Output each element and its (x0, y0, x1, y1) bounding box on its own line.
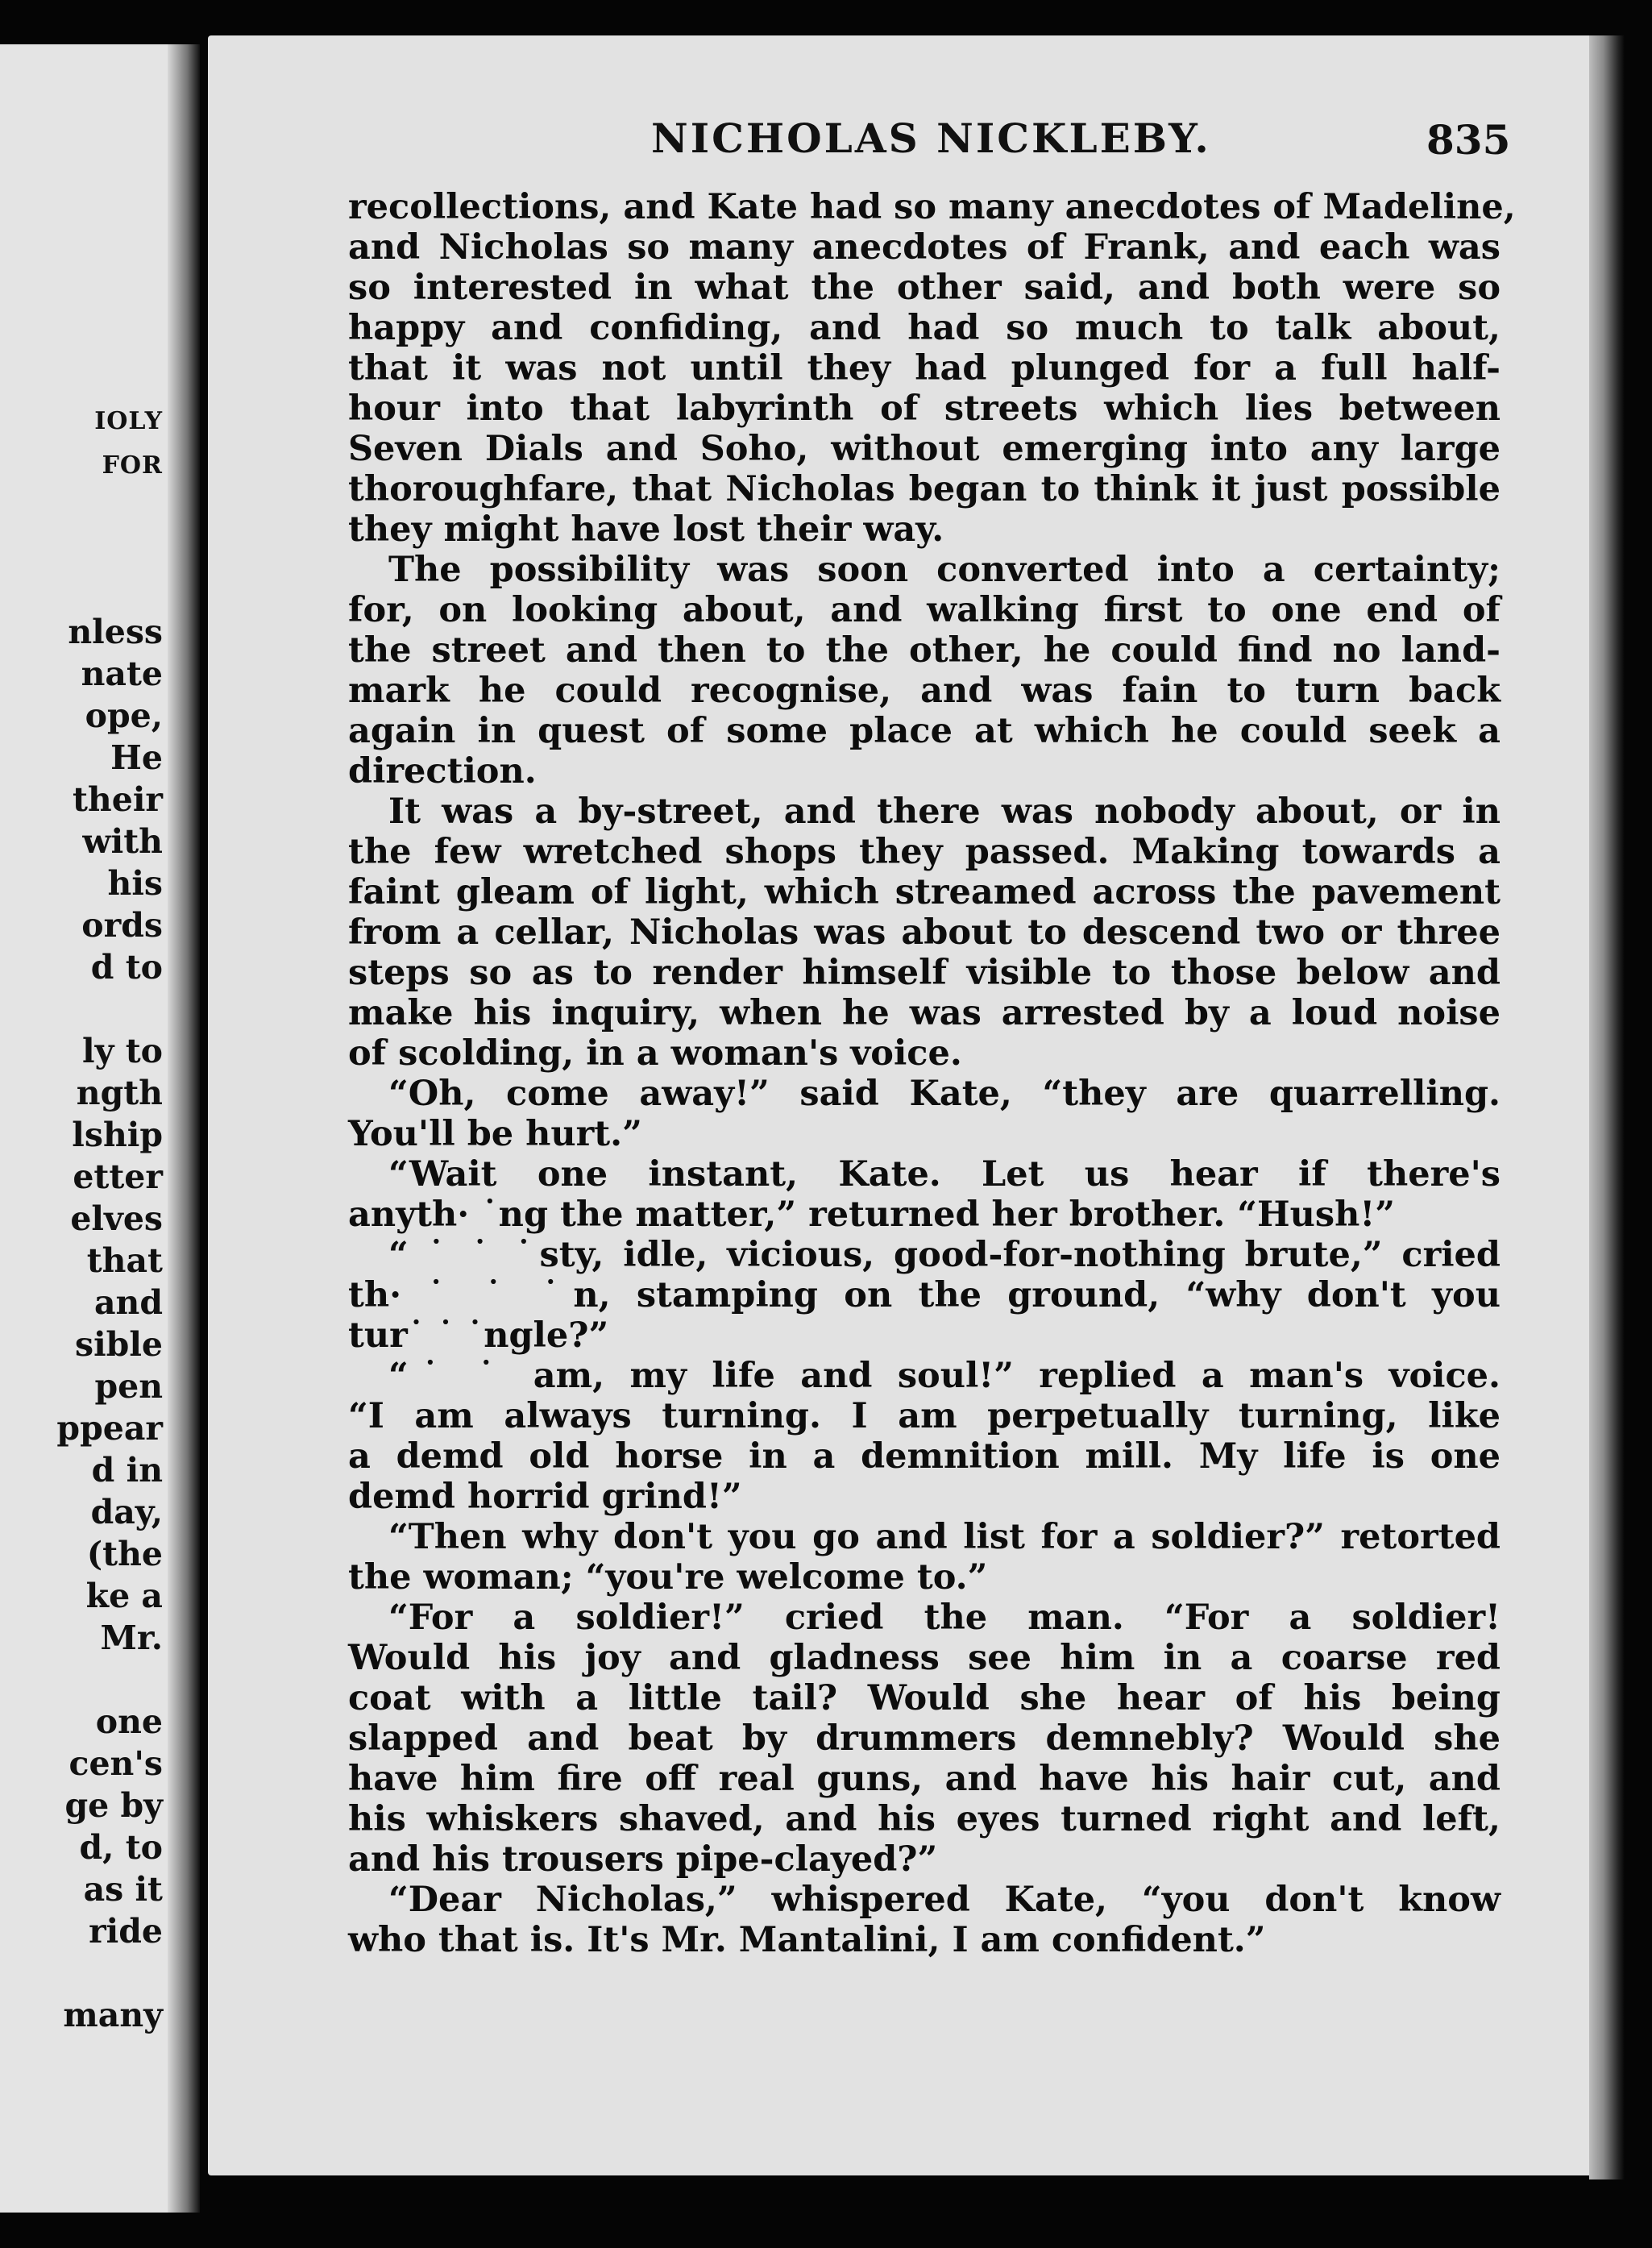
left-page-fragment: nate (81, 654, 163, 693)
text-line: The possibility was soon converted into a certainty; (388, 550, 1500, 590)
text-line: “ ˙ ˙ ˙sty, idle, vicious, good-for-nothing brute,” cried (388, 1235, 1500, 1275)
left-page-fragment: Mr. (100, 1618, 163, 1657)
text-line: of scolding, in a woman's voice. (348, 1033, 962, 1074)
left-page-fragment: with (82, 822, 163, 861)
running-head: NICHOLAS NICKLEBY. (651, 114, 1211, 162)
text-line: a demd old horse in a demnition mill. My life is one (348, 1436, 1500, 1477)
page-edge-right (1589, 35, 1625, 2179)
text-line: “I am always turning. I am perpetually turning, like (348, 1396, 1500, 1436)
text-line: Seven Dials and Soho, without emerging into any large (348, 429, 1500, 469)
left-page-fragment: ke a (85, 1577, 163, 1615)
left-page-fragment: He (110, 738, 163, 777)
left-page-fragment: and (93, 1283, 163, 1322)
text-line: again in quest of some place at which he could seek a (348, 711, 1500, 751)
text-line: slapped and beat by drummers demnebly? Would she (348, 1718, 1500, 1759)
left-page-fragment: ope, (85, 696, 163, 735)
left-page-fragment: pen (94, 1367, 163, 1406)
left-page-fragment: ride (89, 1912, 163, 1951)
left-page-fragment: sible (75, 1325, 163, 1364)
text-line: the few wretched shops they passed. Making towards a (348, 832, 1500, 872)
text-line: the street and then to the other, he could find no land- (348, 630, 1500, 671)
left-page-fragment: FOR (102, 451, 163, 480)
text-line: hour into that labyrinth of streets which lies between (348, 389, 1500, 429)
left-page-fragment: lship (72, 1116, 163, 1154)
body-text (208, 35, 1594, 2175)
text-line: faint gleam of light, which streamed across the pavement (348, 872, 1500, 912)
text-line: so interested in what the other said, and both were so (348, 268, 1500, 308)
text-line: happy and confiding, and had so much to talk about, (348, 308, 1500, 348)
left-page-fragment: ge by (64, 1786, 163, 1825)
left-page-fragment: cen's (68, 1744, 163, 1783)
left-page-fragment: day, (90, 1493, 163, 1531)
text-line: from a cellar, Nicholas was about to descend two or three (348, 912, 1500, 953)
facing-page-left (0, 44, 184, 2213)
left-page-fragment: their (72, 780, 163, 819)
text-line: thoroughfare, that Nicholas began to think it just possible (348, 469, 1500, 509)
left-page-fragment: as it (83, 1870, 163, 1909)
left-page-fragment: that (86, 1241, 163, 1280)
text-line: and Nicholas so many anecdotes of Frank, and each was (348, 227, 1500, 268)
text-line: who that is. It's Mr. Mantalini, I am confident.” (348, 1920, 1266, 1960)
text-line: recollections, and Kate had so many anecdotes of Madeline, (348, 187, 1516, 227)
left-page-fragment: his (107, 864, 163, 903)
text-line: “Dear Nicholas,” whispered Kate, “you don't know (388, 1880, 1500, 1920)
left-page-fragment: ngth (76, 1074, 163, 1112)
left-page-fragment: d, to (79, 1828, 163, 1867)
text-line: tur˙ ˙ ˙ngle?” (348, 1315, 609, 1356)
text-line: “For a soldier!” cried the man. “For a soldier! (388, 1598, 1500, 1638)
text-line: th· ˙ ˙ ˙n, stamping on the ground, “why don't you (348, 1275, 1500, 1315)
text-line: the woman; “you're welcome to.” (348, 1557, 988, 1598)
text-line: demd horrid grind!” (348, 1477, 742, 1517)
left-page-fragment: ppear (56, 1409, 163, 1448)
text-line: his whiskers shaved, and his eyes turned right and left, (348, 1799, 1500, 1839)
left-page-fragment: etter (73, 1157, 163, 1196)
text-line: steps so as to render himself visible to those below and (348, 953, 1500, 993)
left-page-fragment: IOLY (94, 407, 163, 435)
text-line: “˙ ˙ am, my life and soul!” replied a man's voice. (388, 1356, 1500, 1396)
left-page-fragment: one (95, 1702, 163, 1741)
book-gutter (168, 44, 200, 2213)
text-line: “Oh, come away!” said Kate, “they are quarrelling. (388, 1074, 1500, 1114)
left-page-fragment: d in (91, 1451, 163, 1490)
text-line: “Then why don't you go and list for a soldier?” retorted (388, 1517, 1500, 1557)
left-page-fragment: (the (86, 1535, 163, 1573)
left-page-fragment: ly to (82, 1032, 163, 1070)
text-line: that it was not until they had plunged for a full half- (348, 348, 1500, 389)
text-line: they might have lost their way. (348, 509, 944, 550)
text-line: for, on looking about, and walking first to one end of (348, 590, 1500, 630)
page-number: 835 (1426, 116, 1511, 164)
text-line: “Wait one instant, Kate. Let us hear if there's (388, 1154, 1500, 1195)
text-line: have him fire off real guns, and have his hair cut, and (348, 1759, 1500, 1799)
left-page-fragment: ords (81, 906, 163, 945)
text-line: and his trousers pipe-clayed?” (348, 1839, 938, 1880)
left-page-fragment: nless (68, 613, 163, 651)
left-page-fragment: many (63, 1996, 163, 2034)
left-page-fragment: d to (90, 948, 163, 987)
text-line: anyth· ˙ng the matter,” returned her brother. “Hush!” (348, 1195, 1396, 1235)
text-line: Would his joy and gladness see him in a coarse red (348, 1638, 1500, 1678)
text-line: coat with a little tail? Would she hear of his being (348, 1678, 1500, 1718)
text-line: make his inquiry, when he was arrested by a loud noise (348, 993, 1500, 1033)
text-line: It was a by-street, and there was nobody about, or in (388, 792, 1500, 832)
text-line: mark he could recognise, and was fain to turn back (348, 671, 1500, 711)
book-page (208, 35, 1594, 2175)
left-page-fragment: elves (70, 1199, 163, 1238)
text-line: You'll be hurt.” (348, 1114, 642, 1154)
text-line: direction. (348, 751, 537, 792)
